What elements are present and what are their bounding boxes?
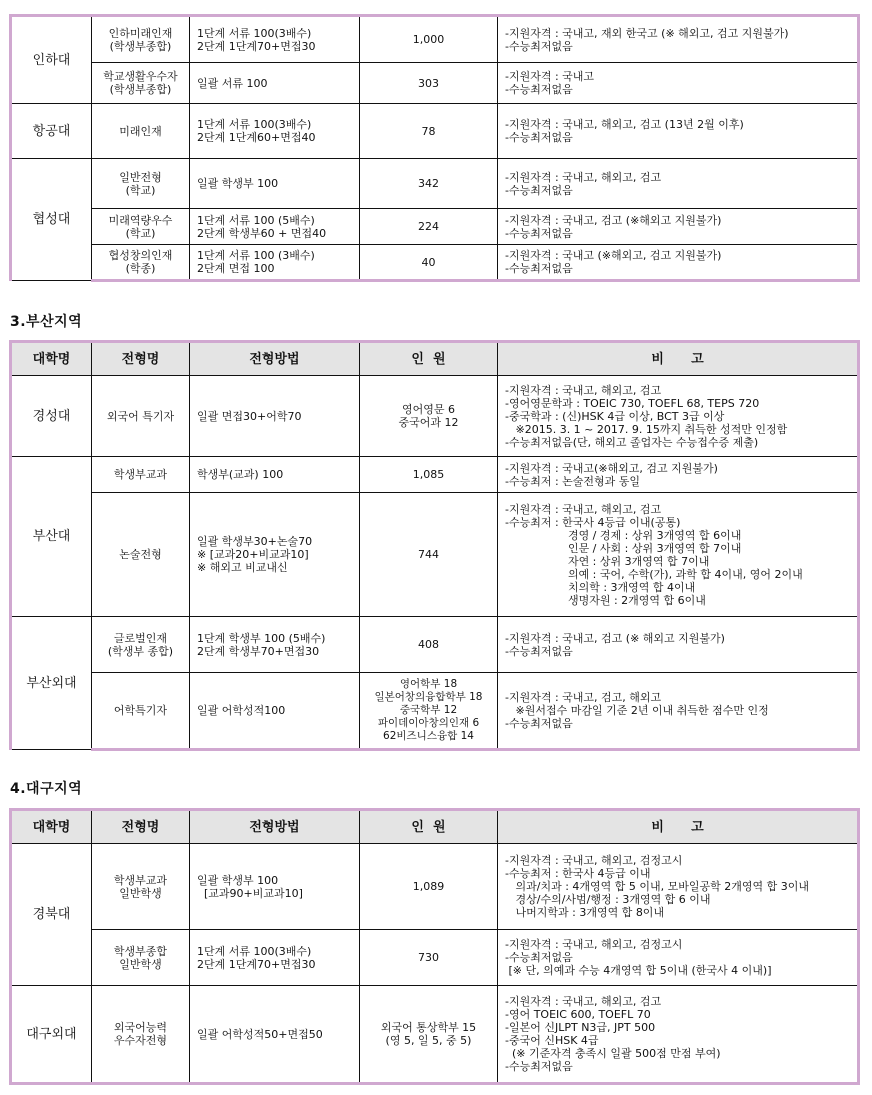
note-cell: -지원자격 : 국내고, 해외고, 검고 -수능최저없음 — [498, 159, 859, 209]
table-header-row — [11, 810, 859, 844]
section-title-daegu: 4.대구지역 — [10, 781, 83, 797]
quota-cell: 1,000 — [360, 16, 498, 63]
admission-name-cell: 외국어 특기자 — [92, 376, 190, 457]
note-cell: -지원자격 : 국내고 (※해외고, 검고 지원불가) -수능최저없음 — [498, 245, 859, 281]
admission-name-cell: 협성창의인재 (학종) — [92, 245, 190, 281]
note-cell: -지원자격 : 국내고(※해외고, 검고 지원불가) -수능최저 : 논술전형과 동일 — [498, 457, 859, 493]
quota-cell: 1,085 — [360, 457, 498, 493]
admission-method-cell: 1단계 서류 100(3배수) 2단계 1단계70+면접30 — [190, 16, 360, 63]
column-header-quota: 인 원 — [360, 810, 498, 844]
table-continued — [9, 14, 860, 282]
university-cell: 협성대 — [11, 159, 92, 281]
admission-name-cell: 학교생활우수자 (학생부종합) — [92, 63, 190, 104]
university-cell: 경북대 — [11, 844, 92, 986]
admission-method-cell: 1단계 서류 100(3배수) 2단계 1단계60+면접40 — [190, 104, 360, 159]
admission-method-cell: 일괄 학생부 100 — [190, 159, 360, 209]
table-header-row — [11, 342, 859, 376]
admission-method-cell: 일괄 학생부 100 [교과90+비교과10] — [190, 844, 360, 930]
admission-name-cell: 외국어능력 우수자전형 — [92, 986, 190, 1084]
admission-method-cell: 1단계 서류 100(3배수) 2단계 1단계70+면접30 — [190, 930, 360, 986]
column-header-note: 비 고 — [498, 810, 859, 844]
table-row — [11, 104, 859, 159]
note-cell: -지원자격 : 국내고, 해외고, 검고 -영어영문학과 : TOEIC 730, TOEFL 68, TEPS 720 -중국학과 : (신)HSK 4급 이상, BCT 3급 이상 ※2015. 3. 1 ~ 2017. 9. 15까지 취득한 성적만 인정함 -수능최저없음(단, 해외고 졸업자는 수능접수증 제출) — [498, 376, 859, 457]
admission-name-cell: 미래역량우수 (학교) — [92, 209, 190, 245]
admission-name-cell: 글로벌인재 (학생부 종합) — [92, 617, 190, 673]
table-row — [11, 493, 859, 617]
table-row — [11, 159, 859, 209]
note-cell: -지원자격 : 국내고 -수능최저없음 — [498, 63, 859, 104]
note-cell: -지원자격 : 국내고, 재외 한국고 (※ 해외고, 검고 지원불가) -수능최저없음 — [498, 16, 859, 63]
table-row — [11, 986, 859, 1084]
quota-cell: 730 — [360, 930, 498, 986]
university-cell: 부산외대 — [11, 617, 92, 750]
column-header-admission-name: 전형명 — [92, 810, 190, 844]
university-cell: 인하대 — [11, 16, 92, 104]
admission-method-cell: 1단계 서류 100 (5배수) 2단계 학생부60 + 면접40 — [190, 209, 360, 245]
column-header-admission-name: 전형명 — [92, 342, 190, 376]
note-cell: -지원자격 : 국내고, 해외고, 검고 (13년 2월 이후) -수능최저없음 — [498, 104, 859, 159]
admission-method-cell: 일괄 학생부30+논술70 ※ [교과20+비교과10] ※ 해외고 비교내신 — [190, 493, 360, 617]
admission-method-cell: 일괄 어학성적100 — [190, 673, 360, 750]
admission-method-cell: 1단계 서류 100 (3배수) 2단계 면접 100 — [190, 245, 360, 281]
admission-method-cell: 일괄 면접30+어학70 — [190, 376, 360, 457]
admission-name-cell: 미래인재 — [92, 104, 190, 159]
note-cell: -지원자격 : 국내고, 검고, 해외고 ※원서접수 마감일 기준 2년 이내 취득한 점수만 인정 -수능최저없음 — [498, 673, 859, 750]
column-header-quota: 인 원 — [360, 342, 498, 376]
column-header-university: 대학명 — [11, 810, 92, 844]
section-title-busan: 3.부산지역 — [10, 314, 83, 330]
table-row — [11, 457, 859, 493]
note-cell: -지원자격 : 국내고, 검고 (※ 해외고 지원불가) -수능최저없음 — [498, 617, 859, 673]
quota-cell: 342 — [360, 159, 498, 209]
quota-cell: 외국어 통상학부 15 (영 5, 일 5, 중 5) — [360, 986, 498, 1084]
quota-cell: 40 — [360, 245, 498, 281]
table-busan — [9, 340, 860, 751]
note-cell: -지원자격 : 국내고, 해외고, 검정고시 -수능최저없음 [※ 단, 의예과 수능 4개영역 합 5이내 (한국사 4 이내)] — [498, 930, 859, 986]
admission-name-cell: 학생부교과 일반학생 — [92, 844, 190, 930]
note-cell: -지원자격 : 국내고, 해외고, 검고 -영어 TOEIC 600, TOEFL 70 -일본어 신JLPT N3급, JPT 500 -중국어 신HSK 4급 (※ 기준자격 충족시 일괄 500점 만점 부여) -수능최저없음 — [498, 986, 859, 1084]
admission-method-cell: 1단계 학생부 100 (5배수) 2단계 학생부70+면접30 — [190, 617, 360, 673]
table-row — [11, 844, 859, 930]
table-row — [11, 930, 859, 986]
university-cell: 대구외대 — [11, 986, 92, 1084]
university-cell: 항공대 — [11, 104, 92, 159]
quota-cell: 408 — [360, 617, 498, 673]
quota-cell: 303 — [360, 63, 498, 104]
admission-method-cell: 학생부(교과) 100 — [190, 457, 360, 493]
admission-method-cell: 일괄 어학성적50+면접50 — [190, 986, 360, 1084]
column-header-university: 대학명 — [11, 342, 92, 376]
table-row — [11, 16, 859, 63]
university-cell: 경성대 — [11, 376, 92, 457]
table-daegu — [9, 808, 860, 1085]
university-cell: 부산대 — [11, 457, 92, 617]
admission-name-cell: 인하미래인재 (학생부종합) — [92, 16, 190, 63]
admission-name-cell: 논술전형 — [92, 493, 190, 617]
column-header-note: 비 고 — [498, 342, 859, 376]
table-row — [11, 376, 859, 457]
table-row — [11, 209, 859, 245]
note-cell: -지원자격 : 국내고, 해외고, 검고 -수능최저 : 한국사 4등급 이내(공통) 경영 / 경제 : 상위 3개영역 합 6이내 인문 / 사회 : 상위 3개영역 합 7이내 자연 : 상위 3개영역 합 7이내 의예 : 국어, 수학(가), 과학 합 4이내, 영어 2이내 치의학 : 3개영역 합 4이내 생명자원 : 2개영역 합 6이내 — [498, 493, 859, 617]
table-row — [11, 617, 859, 673]
table-row — [11, 63, 859, 104]
column-header-admission-method: 전형방법 — [190, 810, 360, 844]
admission-name-cell: 일반전형 (학교) — [92, 159, 190, 209]
admission-name-cell: 학생부종합 일반학생 — [92, 930, 190, 986]
admission-name-cell: 학생부교과 — [92, 457, 190, 493]
admission-method-cell: 일괄 서류 100 — [190, 63, 360, 104]
admission-name-cell: 어학특기자 — [92, 673, 190, 750]
quota-cell: 78 — [360, 104, 498, 159]
quota-cell: 224 — [360, 209, 498, 245]
column-header-admission-method: 전형방법 — [190, 342, 360, 376]
quota-cell: 영어학부 18 일본어창의융합학부 18 중국학부 12 파이데이아창의인재 6 62비즈니스융합 14 — [360, 673, 498, 750]
quota-cell: 744 — [360, 493, 498, 617]
table-row — [11, 673, 859, 750]
table-row — [11, 245, 859, 281]
note-cell: -지원자격 : 국내고, 해외고, 검정고시 -수능최저 : 한국사 4등급 이내 의과/치과 : 4개영역 합 5 이내, 모바일공학 2개영역 합 3이내 경상/수의/사범/행정 : 3개영역 합 6 이내 나머지학과 : 3개영역 합 8이내 — [498, 844, 859, 930]
quota-cell: 1,089 — [360, 844, 498, 930]
note-cell: -지원자격 : 국내고, 검고 (※해외고 지원불가) -수능최저없음 — [498, 209, 859, 245]
quota-cell: 영어영문 6 중국어과 12 — [360, 376, 498, 457]
